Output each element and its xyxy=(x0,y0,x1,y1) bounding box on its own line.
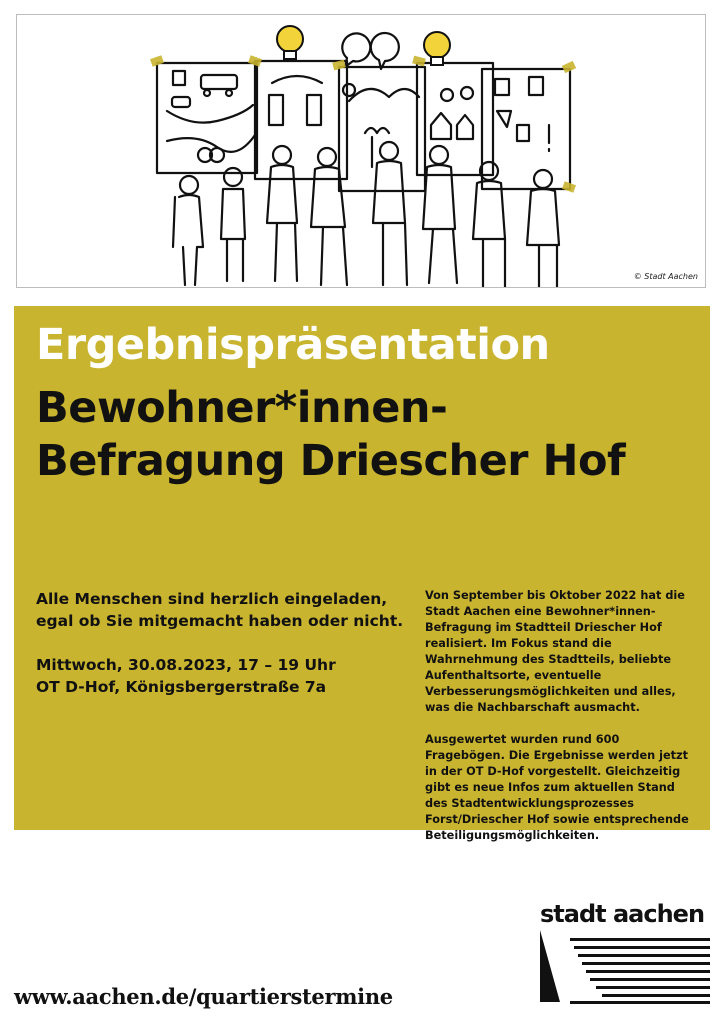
description-block xyxy=(425,588,695,860)
image-credit: © Stadt Aachen xyxy=(633,272,698,281)
lightbulb-icon xyxy=(424,32,450,65)
event-details xyxy=(36,654,406,698)
invitation-block xyxy=(36,588,406,720)
city-logo xyxy=(540,930,710,1004)
invitation-line: egal ob Sie mitgemacht haben oder nicht. xyxy=(36,612,404,630)
event-kicker: Ergebnispräsentation xyxy=(36,320,550,370)
speech-bubble-icon xyxy=(342,33,370,67)
event-location: OT D-Hof, Königsbergerstraße 7a xyxy=(36,678,327,696)
event-title xyxy=(36,382,696,488)
description-paragraph: Von September bis Oktober 2022 hat die Stadt Aachen eine Bewohner*innen-Befragung im Stadtteil Driescher Hof realisiert. Im Fokus stand die Wahrnehmung des Stadtteils, beliebte Aufenthaltsorte, eventuelle Verbesserungsmöglichkeiten und alles, was die Nachbarschaft ausmacht. xyxy=(425,589,685,714)
info-band xyxy=(14,306,710,842)
brand-wordmark: stadt aachen xyxy=(540,900,705,928)
hero-illustration xyxy=(16,14,706,288)
title-line: Befragung Driescher Hof xyxy=(36,436,626,486)
speech-bubble-icon xyxy=(371,33,399,69)
workshop-drawing xyxy=(17,15,706,288)
invitation-text xyxy=(36,588,406,632)
people-group xyxy=(173,142,559,287)
website-link[interactable]: www.aachen.de/quartierstermine xyxy=(14,984,393,1009)
invitation-line: Alle Menschen sind herzlich eingeladen, xyxy=(36,590,388,608)
event-datetime: Mittwoch, 30.08.2023, 17 – 19 Uhr xyxy=(36,656,336,674)
title-line: Bewohner*innen- xyxy=(36,383,448,433)
lightbulb-icon xyxy=(277,26,303,59)
description-paragraph: Ausgewertet wurden rund 600 Fragebögen. Die Ergebnisse werden jetzt in der OT D-Hof vorgestellt. Gleichzeitig gibt es neue Infos zum aktuellen Stand des Stadtentwicklungsprozesses Forst/Driescher Hof sowie entsprechende Beteiligungsmöglichkeiten. xyxy=(425,733,689,842)
